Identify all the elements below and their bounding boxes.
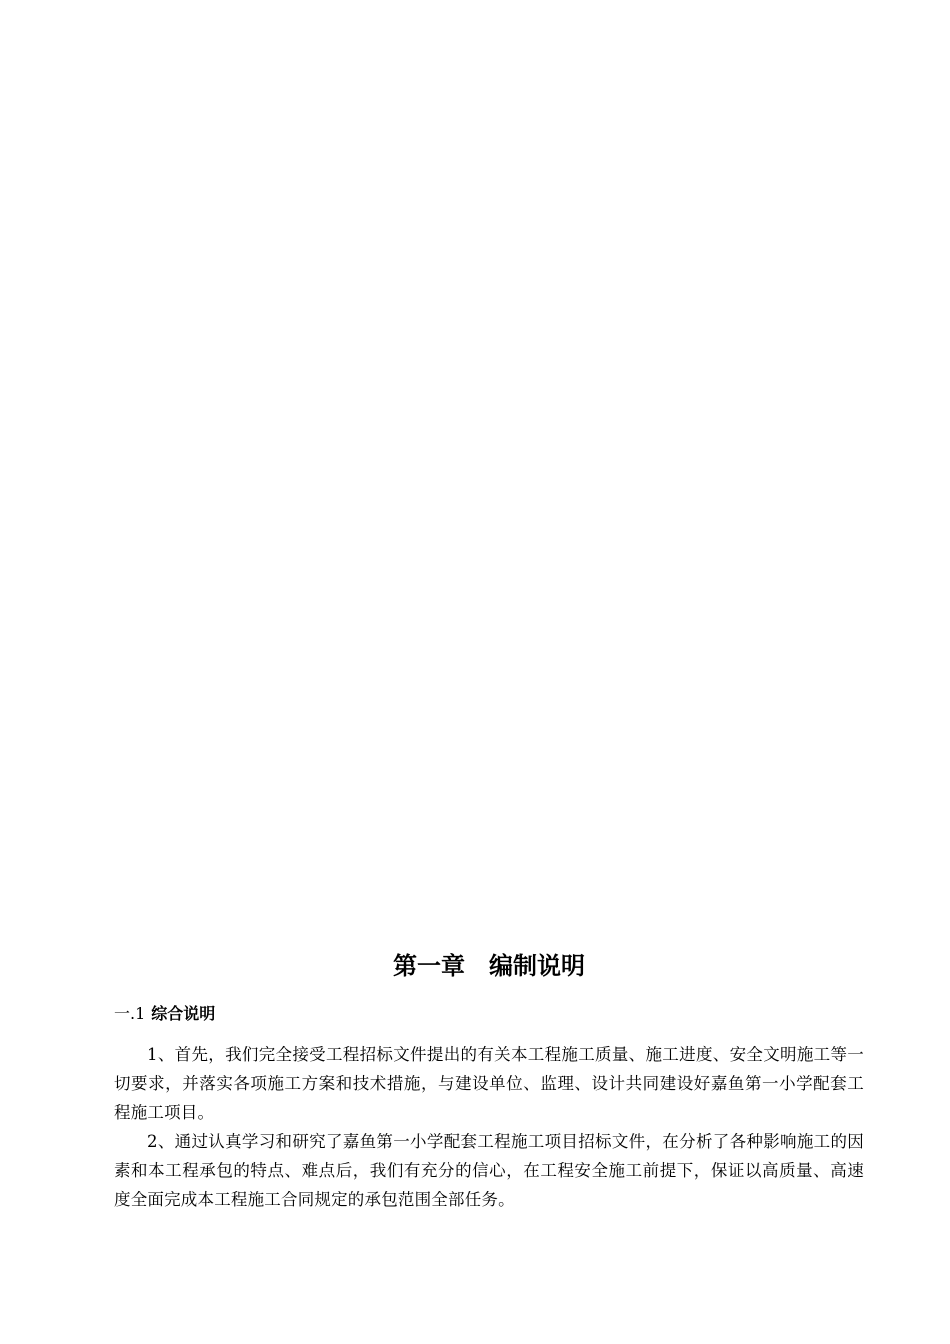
chapter-title: 第一章 编制说明 (393, 952, 585, 980)
section-number: 一.1 (114, 1004, 146, 1023)
paragraph-2: 2、通过认真学习和研究了嘉鱼第一小学配套工程施工项目招标文件，在分析了各种影响施工的因素和本工程承包的特点、难点后，我们有充分的信心，在工程安全施工前提下，保证以高质量、高速度全面完成本工程施工合同规定的承包范围全部任务。 (114, 1132, 864, 1209)
section-title: 综合说明 (151, 1004, 216, 1023)
section-heading (114, 1002, 864, 1026)
paragraph-1: 1、首先，我们完全接受工程招标文件提出的有关本工程施工质量、施工进度、安全文明施工等一切要求，并落实各项施工方案和技术措施，与建设单位、监理、设计共同建设好嘉鱼第一小学配套工程施工项目。 (114, 1045, 864, 1122)
document-body (114, 948, 864, 1214)
